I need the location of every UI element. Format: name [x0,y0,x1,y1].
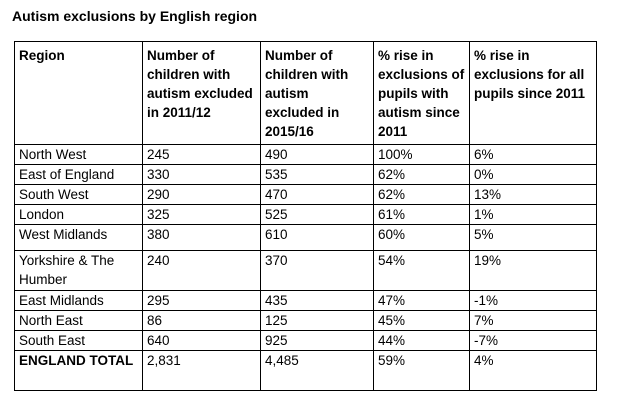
value-cell: 435 [261,291,374,311]
value-cell: 61% [374,205,470,225]
value-cell: 490 [261,145,374,165]
value-cell: 290 [143,185,261,205]
region-cell: East of England [15,165,143,185]
value-cell: 60% [374,225,470,251]
value-cell: 59% [374,351,470,391]
value-cell: 245 [143,145,261,165]
table-title: Autism exclusions by English region [12,8,258,24]
value-cell: 330 [143,165,261,185]
table-row [15,185,597,205]
table-row [15,205,597,225]
value-cell: 13% [470,185,597,205]
value-cell: 370 [261,251,374,291]
value-cell: -7% [470,331,597,351]
table-row [15,291,597,311]
table-row [15,251,597,291]
value-cell: 240 [143,251,261,291]
region-cell: Yorkshire & The Humber [15,251,143,291]
value-cell: 19% [470,251,597,291]
region-cell: London [15,205,143,225]
exclusions-table [14,41,597,391]
value-cell: 2,831 [143,351,261,391]
value-cell: 5% [470,225,597,251]
value-cell: 0% [470,165,597,185]
region-cell: South West [15,185,143,205]
table-row [15,145,597,165]
value-cell: 640 [143,331,261,351]
table-row [15,331,597,351]
table-row [15,165,597,185]
value-cell: 1% [470,205,597,225]
value-cell: 62% [374,185,470,205]
header-excluded-2015-16: Number of children with autism excluded in 2015/16 [261,42,374,145]
header-row [15,42,597,145]
value-cell: 125 [261,311,374,331]
value-cell: 535 [261,165,374,185]
value-cell: 4,485 [261,351,374,391]
region-cell-total: ENGLAND TOTAL [15,351,143,391]
region-cell: South East [15,331,143,351]
value-cell: 470 [261,185,374,205]
value-cell: 925 [261,331,374,351]
value-cell: 295 [143,291,261,311]
value-cell: 4% [470,351,597,391]
table-row [15,225,597,251]
value-cell: 47% [374,291,470,311]
region-cell: North West [15,145,143,165]
value-cell: 325 [143,205,261,225]
region-cell: West Midlands [15,225,143,251]
value-cell: 86 [143,311,261,331]
region-cell: North East [15,311,143,331]
value-cell: -1% [470,291,597,311]
header-rise-autism: % rise in exclusions of pupils with autism since 2011 [374,42,470,145]
value-cell: 62% [374,165,470,185]
value-cell: 525 [261,205,374,225]
value-cell: 44% [374,331,470,351]
total-row [15,351,597,391]
table-row [15,311,597,331]
value-cell: 610 [261,225,374,251]
value-cell: 100% [374,145,470,165]
value-cell: 6% [470,145,597,165]
header-region: Region [15,42,143,145]
header-excluded-2011-12: Number of children with autism excluded in 2011/12 [143,42,261,145]
value-cell: 54% [374,251,470,291]
region-cell: East Midlands [15,291,143,311]
value-cell: 7% [470,311,597,331]
value-cell: 380 [143,225,261,251]
value-cell: 45% [374,311,470,331]
header-rise-all-pupils: % rise in exclusions for all pupils since 2011 [470,42,597,145]
